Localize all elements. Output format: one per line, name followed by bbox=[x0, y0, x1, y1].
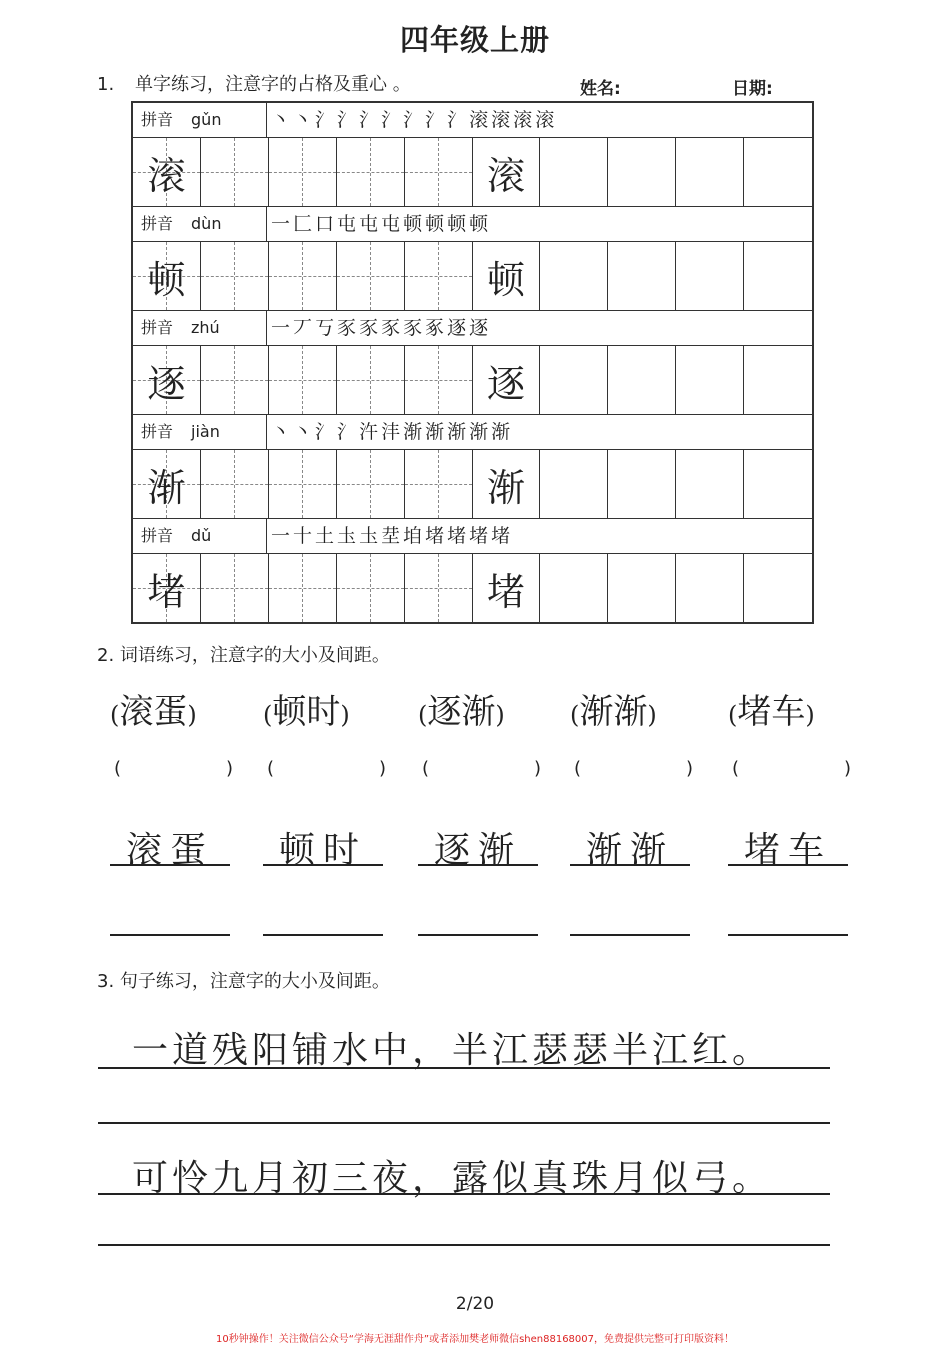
writing-cell bbox=[405, 138, 473, 206]
model-character: 堵 bbox=[147, 569, 186, 614]
sentence-1: 一道残阳铺水中，半江瑟瑟半江红。 bbox=[132, 1030, 773, 1071]
stroke-step: 堵 bbox=[469, 525, 492, 547]
section3-heading: 3. 句子练习，注意字的大小及间距。 bbox=[97, 971, 390, 992]
model-character: 顿 bbox=[486, 257, 525, 302]
stroke-order bbox=[271, 519, 513, 553]
word-blank-line bbox=[263, 934, 383, 936]
model-character: 堵 bbox=[486, 569, 525, 614]
model-character: 滚 bbox=[486, 153, 525, 198]
character-practice-grid bbox=[131, 101, 814, 624]
stroke-step: 堵 bbox=[447, 525, 470, 547]
pinyin-row bbox=[133, 207, 812, 242]
word-underline bbox=[728, 864, 848, 866]
section2-heading: 2. 词语练习，注意字的大小及间距。 bbox=[97, 645, 390, 666]
word-example bbox=[263, 684, 350, 733]
pinyin-label: 拼音 bbox=[141, 214, 174, 233]
stroke-step: 渐 bbox=[403, 421, 426, 443]
pinyin-blank-open: ( bbox=[267, 758, 275, 779]
stroke-step: 滚 bbox=[469, 109, 492, 131]
paren-open: ( bbox=[110, 701, 120, 729]
stroke-step: 氵 bbox=[337, 421, 360, 443]
stroke-step: 屯 bbox=[381, 213, 404, 235]
pinyin-value: jiàn bbox=[191, 422, 220, 441]
paren-open: ( bbox=[570, 701, 580, 729]
word-blank-line bbox=[110, 934, 230, 936]
writing-line bbox=[98, 1244, 830, 1246]
writing-cell bbox=[269, 346, 337, 414]
pinyin-blank-close: ) bbox=[226, 758, 234, 779]
stroke-step: 氵 bbox=[381, 109, 404, 131]
word-text: 逐渐 bbox=[427, 692, 496, 732]
stroke-step: 土 bbox=[315, 525, 338, 547]
writing-cell bbox=[337, 138, 405, 206]
paren-close: ) bbox=[495, 701, 505, 729]
pinyin-blank-open: ( bbox=[422, 758, 430, 779]
writing-cell bbox=[473, 450, 541, 518]
writing-cell bbox=[473, 346, 541, 414]
word-example bbox=[418, 684, 505, 733]
pinyin-blank-close: ) bbox=[379, 758, 387, 779]
paren-close: ) bbox=[187, 701, 197, 729]
paren-open: ( bbox=[263, 701, 273, 729]
stroke-step: 豕 bbox=[359, 317, 382, 339]
writing-cell bbox=[337, 346, 405, 414]
word-text: 滚蛋 bbox=[119, 692, 188, 732]
stroke-step: 堵 bbox=[425, 525, 448, 547]
pinyin-blank-close: ) bbox=[844, 758, 852, 779]
stroke-step: 渐 bbox=[425, 421, 448, 443]
pinyin-cell bbox=[133, 311, 267, 345]
pinyin-value: dǔ bbox=[191, 526, 212, 545]
pinyin-row bbox=[133, 103, 812, 138]
writing-cell bbox=[608, 450, 676, 518]
section1-heading bbox=[97, 70, 411, 96]
stroke-step: 屯 bbox=[337, 213, 360, 235]
stroke-order bbox=[271, 207, 491, 241]
word-text: 堵车 bbox=[737, 692, 806, 732]
writing-cell bbox=[201, 346, 269, 414]
character-block bbox=[133, 207, 812, 311]
pinyin-row bbox=[133, 415, 812, 450]
writing-cell bbox=[608, 138, 676, 206]
stroke-step: 一 bbox=[271, 525, 294, 547]
stroke-step: 圡 bbox=[337, 525, 360, 547]
pinyin-label: 拼音 bbox=[141, 318, 174, 337]
trace-word: 堵车 bbox=[743, 830, 832, 871]
pinyin-row bbox=[133, 311, 812, 346]
stroke-step: 氵 bbox=[403, 109, 426, 131]
stroke-step: 丶 bbox=[271, 421, 294, 443]
model-character: 逐 bbox=[486, 361, 525, 406]
paren-close: ) bbox=[340, 701, 350, 729]
pinyin-cell bbox=[133, 103, 267, 137]
trace-word: 顿时 bbox=[278, 830, 367, 871]
date-label: 日期: bbox=[732, 79, 773, 99]
writing-cell bbox=[540, 554, 608, 622]
stroke-step: 丶 bbox=[271, 109, 294, 131]
writing-cell bbox=[676, 450, 744, 518]
writing-cell bbox=[676, 346, 744, 414]
stroke-step: 逐 bbox=[447, 317, 470, 339]
writing-cell bbox=[744, 346, 812, 414]
page-title: 四年级上册 bbox=[399, 23, 550, 57]
writing-cell bbox=[337, 554, 405, 622]
writing-cell bbox=[540, 346, 608, 414]
stroke-step: 滚 bbox=[513, 109, 536, 131]
writing-row bbox=[133, 450, 812, 519]
trace-word: 渐渐 bbox=[585, 830, 674, 871]
writing-cell bbox=[473, 138, 541, 206]
stroke-step: 圡 bbox=[359, 525, 382, 547]
pinyin-row bbox=[133, 519, 812, 554]
writing-cell bbox=[540, 242, 608, 310]
character-block bbox=[133, 103, 812, 207]
word-blank-line bbox=[570, 934, 690, 936]
stroke-step: 顿 bbox=[425, 213, 448, 235]
stroke-step: 氵 bbox=[337, 109, 360, 131]
model-character: 渐 bbox=[147, 465, 186, 510]
stroke-step: 滚 bbox=[491, 109, 514, 131]
writing-row bbox=[133, 346, 812, 415]
model-character: 滚 bbox=[147, 153, 186, 198]
stroke-step: 顿 bbox=[403, 213, 426, 235]
model-character: 渐 bbox=[486, 465, 525, 510]
stroke-step: 十 bbox=[293, 525, 316, 547]
writing-cell bbox=[676, 242, 744, 310]
section1-text: 单字练习，注意字的占格及重心 。 bbox=[135, 74, 411, 95]
stroke-step: 豕 bbox=[403, 317, 426, 339]
stroke-step: 口 bbox=[315, 213, 338, 235]
pinyin-cell bbox=[133, 519, 267, 553]
writing-cell bbox=[201, 138, 269, 206]
writing-cell bbox=[405, 346, 473, 414]
paren-close: ) bbox=[805, 701, 815, 729]
pinyin-blank-close: ) bbox=[534, 758, 542, 779]
stroke-step: 豖 bbox=[425, 317, 448, 339]
stroke-step: 豕 bbox=[337, 317, 360, 339]
paren-open: ( bbox=[728, 701, 738, 729]
stroke-step: 顿 bbox=[469, 213, 492, 235]
stroke-step: 匚 bbox=[293, 213, 316, 235]
word-example bbox=[570, 684, 657, 733]
trace-word: 滚蛋 bbox=[125, 830, 214, 871]
writing-cell bbox=[133, 554, 201, 622]
writing-line bbox=[98, 1067, 830, 1069]
stroke-step: 渐 bbox=[491, 421, 514, 443]
paren-open: ( bbox=[418, 701, 428, 729]
stroke-step: 逐 bbox=[469, 317, 492, 339]
stroke-step: 丶 bbox=[293, 109, 316, 131]
writing-cell bbox=[269, 554, 337, 622]
word-blank-line bbox=[728, 934, 848, 936]
character-block bbox=[133, 415, 812, 519]
writing-cell bbox=[608, 242, 676, 310]
stroke-step: 渐 bbox=[447, 421, 470, 443]
stroke-step: 顿 bbox=[447, 213, 470, 235]
writing-cell bbox=[540, 138, 608, 206]
stroke-step: 氵 bbox=[425, 109, 448, 131]
writing-cell bbox=[133, 242, 201, 310]
sentence-2: 可怜九月初三夜，露似真珠月似弓。 bbox=[132, 1158, 773, 1199]
writing-cell bbox=[269, 138, 337, 206]
word-text: 顿时 bbox=[272, 692, 341, 732]
stroke-step: 豕 bbox=[381, 317, 404, 339]
stroke-step: 氵 bbox=[315, 421, 338, 443]
stroke-step: 一 bbox=[271, 317, 294, 339]
pinyin-blank-open: ( bbox=[574, 758, 582, 779]
pinyin-label: 拼音 bbox=[141, 110, 174, 129]
writing-cell bbox=[201, 554, 269, 622]
section1-number: 1. bbox=[97, 74, 115, 95]
pinyin-value: dùn bbox=[191, 214, 222, 233]
writing-cell bbox=[269, 450, 337, 518]
writing-cell bbox=[405, 450, 473, 518]
paren-close: ) bbox=[647, 701, 657, 729]
footer-notice: 10秒钟操作！关注微信公众号“学海无涯甜作舟”或者添加樊老师微信shen88168007，免费提供完整可打印版资料！ bbox=[215, 1334, 735, 1345]
writing-cell bbox=[676, 554, 744, 622]
stroke-order bbox=[271, 103, 557, 137]
writing-cell bbox=[337, 450, 405, 518]
stroke-step: 堵 bbox=[491, 525, 514, 547]
name-label: 姓名: bbox=[580, 79, 621, 99]
stroke-step: 氵 bbox=[447, 109, 470, 131]
pinyin-label: 拼音 bbox=[141, 422, 174, 441]
writing-cell bbox=[676, 138, 744, 206]
pinyin-cell bbox=[133, 207, 267, 241]
stroke-step: 丆 bbox=[293, 317, 316, 339]
word-underline bbox=[570, 864, 690, 866]
model-character: 顿 bbox=[147, 257, 186, 302]
pinyin-blank-open: ( bbox=[114, 758, 122, 779]
writing-cell bbox=[608, 554, 676, 622]
writing-cell bbox=[608, 346, 676, 414]
stroke-order bbox=[271, 311, 491, 345]
stroke-step: 丂 bbox=[315, 317, 338, 339]
stroke-step: 滚 bbox=[535, 109, 558, 131]
model-character: 逐 bbox=[147, 361, 186, 406]
writing-cell bbox=[744, 554, 812, 622]
writing-line bbox=[98, 1122, 830, 1124]
pinyin-blank-open: ( bbox=[732, 758, 740, 779]
writing-cell bbox=[540, 450, 608, 518]
word-example bbox=[110, 684, 197, 733]
word-blank-line bbox=[418, 934, 538, 936]
writing-row bbox=[133, 138, 812, 207]
character-block bbox=[133, 311, 812, 415]
writing-cell bbox=[133, 138, 201, 206]
stroke-step: 汻 bbox=[359, 421, 382, 443]
word-underline bbox=[110, 864, 230, 866]
stroke-step: 坓 bbox=[381, 525, 404, 547]
writing-cell bbox=[473, 554, 541, 622]
writing-cell bbox=[337, 242, 405, 310]
word-text: 渐渐 bbox=[579, 692, 648, 732]
pinyin-label: 拼音 bbox=[141, 526, 174, 545]
stroke-step: 氵 bbox=[359, 109, 382, 131]
writing-line bbox=[98, 1193, 830, 1195]
word-example bbox=[728, 684, 815, 733]
stroke-order bbox=[271, 415, 513, 449]
writing-cell bbox=[405, 242, 473, 310]
writing-cell bbox=[405, 554, 473, 622]
word-underline bbox=[263, 864, 383, 866]
stroke-step: 沣 bbox=[381, 421, 404, 443]
writing-cell bbox=[133, 450, 201, 518]
word-underline bbox=[418, 864, 538, 866]
pinyin-cell bbox=[133, 415, 267, 449]
writing-cell bbox=[201, 450, 269, 518]
pinyin-value: gǔn bbox=[191, 110, 222, 129]
writing-row bbox=[133, 554, 812, 622]
stroke-step: 渐 bbox=[469, 421, 492, 443]
writing-cell bbox=[744, 450, 812, 518]
stroke-step: 屯 bbox=[359, 213, 382, 235]
page-number: 2/20 bbox=[455, 1294, 495, 1314]
stroke-step: 一 bbox=[271, 213, 294, 235]
stroke-step: 丶 bbox=[293, 421, 316, 443]
character-block bbox=[133, 519, 812, 622]
writing-row bbox=[133, 242, 812, 311]
writing-cell bbox=[744, 138, 812, 206]
stroke-step: 垍 bbox=[403, 525, 426, 547]
stroke-step: 氵 bbox=[315, 109, 338, 131]
writing-cell bbox=[201, 242, 269, 310]
writing-cell bbox=[744, 242, 812, 310]
pinyin-value: zhú bbox=[191, 318, 220, 337]
writing-cell bbox=[269, 242, 337, 310]
pinyin-blank-close: ) bbox=[686, 758, 694, 779]
writing-cell bbox=[133, 346, 201, 414]
writing-cell bbox=[473, 242, 541, 310]
trace-word: 逐渐 bbox=[433, 830, 522, 871]
